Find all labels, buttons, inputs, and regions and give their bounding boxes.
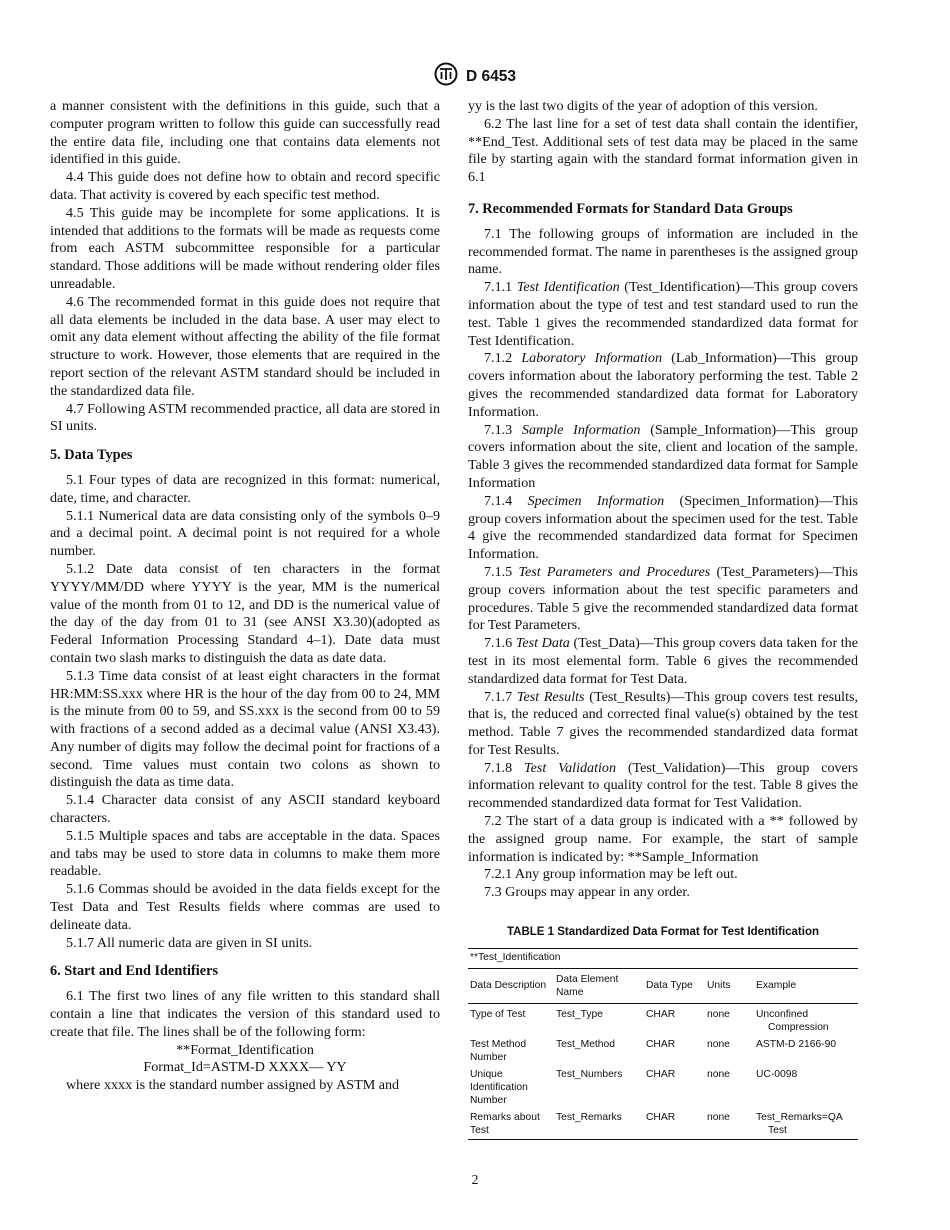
cell-element-name: Test_Remarks: [554, 1107, 644, 1140]
left-column: [50, 98, 440, 1095]
paragraph: 6.1 The first two lines of any file written to this standard shall contain a line that indicates the version of this standard used to create that file. The lines shall be of the following form:: [50, 988, 440, 1040]
cell-description: Type of Test: [470, 1008, 526, 1020]
page-number: 2: [471, 1172, 479, 1187]
group-paragraph: 7.1.4 Specimen Information (Specimen_Information)—This group covers information about the specimen used for the test. Table 4 give the recommended standardized data format for Specimen Information.: [468, 492, 858, 563]
group-paragraph: 7.1.7 Test Results (Test_Results)—This group covers test results, that is, the reduced and corrected final value(s) obtained by the test method. Table 7 gives the recommended standardized data format for Test Results.: [468, 688, 858, 758]
group-paragraph: 7.1.6 Test Data (Test_Data)—This group covers data taken for the test in its most elemental form. Table 6 gives the recommended standardized data format for Test Data.: [468, 635, 858, 687]
column-header: Example: [754, 968, 858, 1003]
paragraph: yy is the last two digits of the year of adoption of this version.: [468, 98, 818, 114]
table-row: [468, 1003, 858, 1034]
paragraph: 7.1 The following groups of information are included in the recommended format. The name in parentheses is the assigned group name.: [468, 225, 858, 278]
paragraph: 4.4 This guide does not define how to obtain and record specific data. That activity is covered by each specific test method.: [50, 169, 440, 203]
cell-description: Test Method Number: [470, 1038, 527, 1063]
cell-units: none: [707, 1008, 730, 1020]
page-header: [0, 62, 950, 91]
paragraph: 4.5 This guide may be incomplete for some applications. It is intended that additions to the formats will be made as requests come from each ASTM subcommittee responsible for a particular standard. Those additions will be made without rendering older files unreadable.: [50, 204, 440, 292]
cell-units: none: [707, 1038, 730, 1050]
paragraph: 5.1.7 All numeric data are given in SI units.: [66, 934, 313, 951]
cell-data-type: CHAR: [646, 1008, 676, 1020]
section-heading-data-types: 5. Data Types: [50, 447, 133, 464]
cell-element-name: Test_Numbers: [556, 1068, 623, 1080]
group-label: **Test_Identification: [468, 948, 858, 968]
table-row: [468, 1107, 858, 1140]
paragraph: 5.1.5 Multiple spaces and tabs are acceptable in the data. Spaces and tabs may be used to store data in columns to make them more readable.: [50, 827, 440, 880]
table-title: TABLE 1 Standardized Data Format for Test Identification: [506, 926, 820, 939]
cell-data-type: CHAR: [646, 1068, 676, 1080]
column-header: Units: [705, 968, 754, 1003]
paragraph: 5.1.1 Numerical data are data consisting only of the symbols 0–9 and a decimal point. A decimal point is not required for a whole number.: [50, 507, 440, 560]
right-column: [468, 98, 858, 1140]
data-format-table: [468, 948, 858, 1140]
group-paragraph: 7.1.2 Laboratory Information (Lab_Information)—This group covers information about the laboratory performing the test. Table 2 gives the recommended standardized data format for Laboratory Information.: [468, 350, 859, 420]
cell-data-type: CHAR: [644, 1107, 705, 1140]
cell-example: ASTM-D 2166-90: [756, 1038, 837, 1050]
paragraph: 5.1.4 Character data consist of any ASCII standard keyboard characters.: [50, 792, 440, 827]
table-group-row: [468, 948, 858, 968]
group-paragraph: 7.1.1 Test Identification (Test_Identification)—This group covers information about the type of test and test standard used to run the test. Table 1 gives the recommended standardized data format for Test Identification.: [468, 279, 859, 349]
group-paragraph: 7.1.5 Test Parameters and Procedures (Test_Parameters)—This group covers information about the test specific parameters and procedures. Table 5 give the recommended standardized data format for Test Parameters.: [468, 563, 858, 634]
cell-description: Remarks about Test: [468, 1107, 554, 1140]
group-paragraph: 7.1.8 Test Validation (Test_Validation)—This group covers information relevant to quality control for the test. Table 8 gives the recommended standardized data format for Test Validation.: [468, 759, 858, 812]
table-header-row: [468, 968, 858, 1003]
cell-example: Test_Remarks=QA Test: [754, 1107, 858, 1140]
paragraph: 5.1.2 Date data consist of ten characters in the format YYYY/MM/DD where YYYY is the year, MM is the numerical value of the month from 01 to 12, and DD is the numerical value of the day of the day from 01 to 31 (see ANSI X3.30)(adopted as Federal Information Processing Standard 4–1). Date data must contain two slash marks to distinguish the data as date data.: [50, 560, 440, 666]
cell-element-name: Test_Method: [556, 1038, 615, 1050]
paragraph: 5.1.6 Commas should be avoided in the data fields except for the Test Data and Test Results fields where commas are used to delineate data.: [50, 881, 440, 933]
paragraph: 4.6 The recommended format in this guide does not require that all data elements be included in the data base. A user may elect to omit any data element without affecting the ability of the file format structure to work. However, those elements that are required in the report section of the relevant ASTM standard should be included in the standardized data file.: [50, 293, 440, 399]
paragraph: 4.7 Following ASTM recommended practice, all data are stored in SI units.: [50, 400, 440, 435]
column-header: Data Description: [468, 968, 554, 1003]
paragraph: 7.2.1 Any group information may be left out.: [484, 866, 738, 883]
column-header: Data Type: [644, 968, 705, 1003]
paragraph: 5.1 Four types of data are recognized in this format: numerical, date, time, and character.: [50, 471, 440, 506]
format-code-line: Format_Id=ASTM-D XXXX— YY: [143, 1059, 347, 1076]
section-heading-identifiers: 6. Start and End Identifiers: [50, 963, 219, 980]
astm-logo-icon: [434, 62, 458, 91]
paragraph: 5.1.3 Time data consist of at least eight characters in the format HR:MM:SS.xxx where HR is the hour of the day from 00 to 24, MM is the minute from 00 to 59, and SS.xxx is the second from 00 to 59 with fractions of a second added as a decimal value (ANSI X3.43). Any number of digits may follow the decimal point for fractions of a second. Time values must contain two colons as shown to distinguish the data as time data.: [50, 667, 440, 791]
cell-data-type: CHAR: [646, 1038, 676, 1050]
paragraph: 6.2 The last line for a set of test data shall contain the identifier, **End_Test. Additional sets of test data may be placed in the same file by starting again with the standard format information given in 6.1: [468, 115, 858, 186]
section-heading-formats: 7. Recommended Formats for Standard Data Groups: [468, 200, 793, 217]
table-row: [468, 1064, 858, 1107]
cell-example: UC-0098: [756, 1068, 798, 1080]
paragraph: 7.2 The start of a data group is indicated with a ** followed by the assigned group name. For example, the start of sample information is indicated by: **Sample_Information: [468, 813, 858, 865]
cell-description: Unique Identification Number: [470, 1068, 528, 1106]
cell-example: Unconfined Compression: [756, 1008, 829, 1033]
group-paragraph: 7.1.3 Sample Information (Sample_Information)—This group covers information about the site, client and location of the sample. Table 3 gives the recommended standardized data format for Sample Information: [468, 421, 858, 491]
table-row: [468, 1034, 858, 1064]
paragraph: where xxxx is the standard number assigned by ASTM and: [66, 1077, 400, 1094]
cell-units: none: [705, 1107, 754, 1140]
standard-code: D 6453: [466, 67, 516, 85]
paragraph: 7.3 Groups may appear in any order.: [484, 884, 690, 901]
cell-element-name: Test_Type: [556, 1008, 603, 1020]
cell-units: none: [707, 1068, 730, 1080]
format-code-line: **Format_Identification: [176, 1041, 314, 1058]
column-header: Data Element Name: [554, 968, 644, 1003]
paragraph: a manner consistent with the definitions in this guide, such that a computer program written to follow this guide can successfully read the entire data file, including one that contains data elements not identified in this guide.: [50, 98, 440, 168]
